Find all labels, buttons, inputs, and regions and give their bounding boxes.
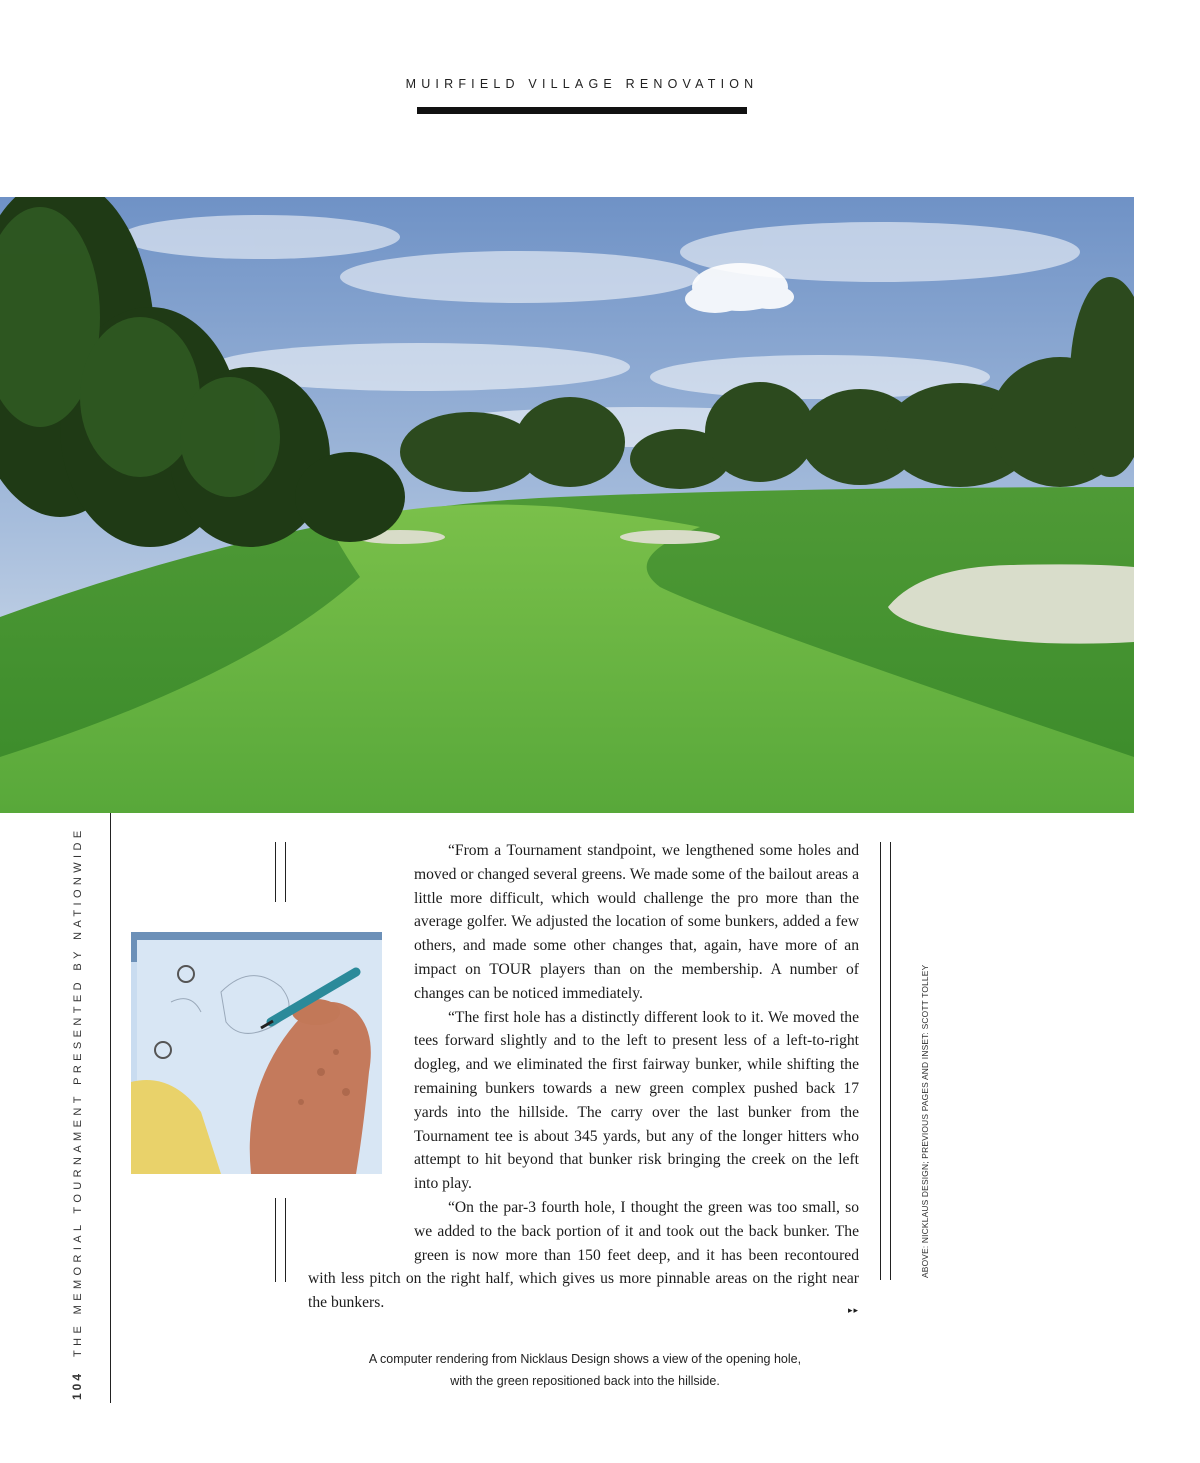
photo-credit: ABOVE: NICKLAUS DESIGN; PREVIOUS PAGES AND INSET: SCOTT TOLLEY bbox=[920, 964, 930, 1278]
photo-caption bbox=[340, 1348, 830, 1392]
pull-bar-left-top bbox=[275, 842, 286, 902]
caption-line: A computer rendering from Nicklaus Design shows a view of the opening hole, bbox=[368, 1352, 802, 1366]
header-rule bbox=[417, 107, 747, 114]
page-number: 104 bbox=[70, 1370, 84, 1400]
article-paragraph: “The first hole has a distinctly different look to it. We moved the tees forward slightly and to the left to present less of a left-to-right dogleg, and we eliminated the first fairway bunker, while shifting the remaining bunkers towards a new green complex pushed back 17 yards into the hillside. The carry over the last bunker from the Tournament tee is about 345 yards, but any of the longer hitters who attempt to hit beyond that bunker risk bringing the creek on the left into play. bbox=[414, 1008, 859, 1193]
hero-course-rendering bbox=[0, 197, 1134, 813]
continue-icon: ▸▸ bbox=[847, 1305, 859, 1316]
pull-bar-left-bottom bbox=[275, 1198, 286, 1282]
paragraph-text: “On the par-3 fourth hole, I thought the green was too small, so we added to the back portion of it and took out the back bunker. The green is now more than 150 feet deep, and it has been recontoured with less pitch on the right half, which gives us more pinnable areas on the right near the bunkers. bbox=[308, 1198, 859, 1312]
running-title: THE MEMORIAL TOURNAMENT PRESENTED BY NATIONWIDE bbox=[72, 826, 84, 1357]
caption-line: with the green repositioned back into the hillside. bbox=[450, 1374, 720, 1388]
pull-bar-right bbox=[880, 842, 891, 1280]
section-title: MUIRFIELD VILLAGE RENOVATION bbox=[405, 77, 759, 91]
sidebar-rule bbox=[110, 813, 111, 1403]
inset-sketch-photo bbox=[131, 932, 382, 1174]
running-footer bbox=[68, 800, 86, 1400]
article-body bbox=[308, 839, 859, 1323]
article-paragraph: “From a Tournament standpoint, we lengthened some holes and moved or changed several greens. We made some of the bailout areas a little more difficult, which would challenge the pro more than the average golfer. We adjusted the location of some bunkers, added a few others, and made some other changes that, again, have more of an impact on TOUR players than on the membership. A number of changes can be noticed immediately. bbox=[414, 842, 859, 1002]
